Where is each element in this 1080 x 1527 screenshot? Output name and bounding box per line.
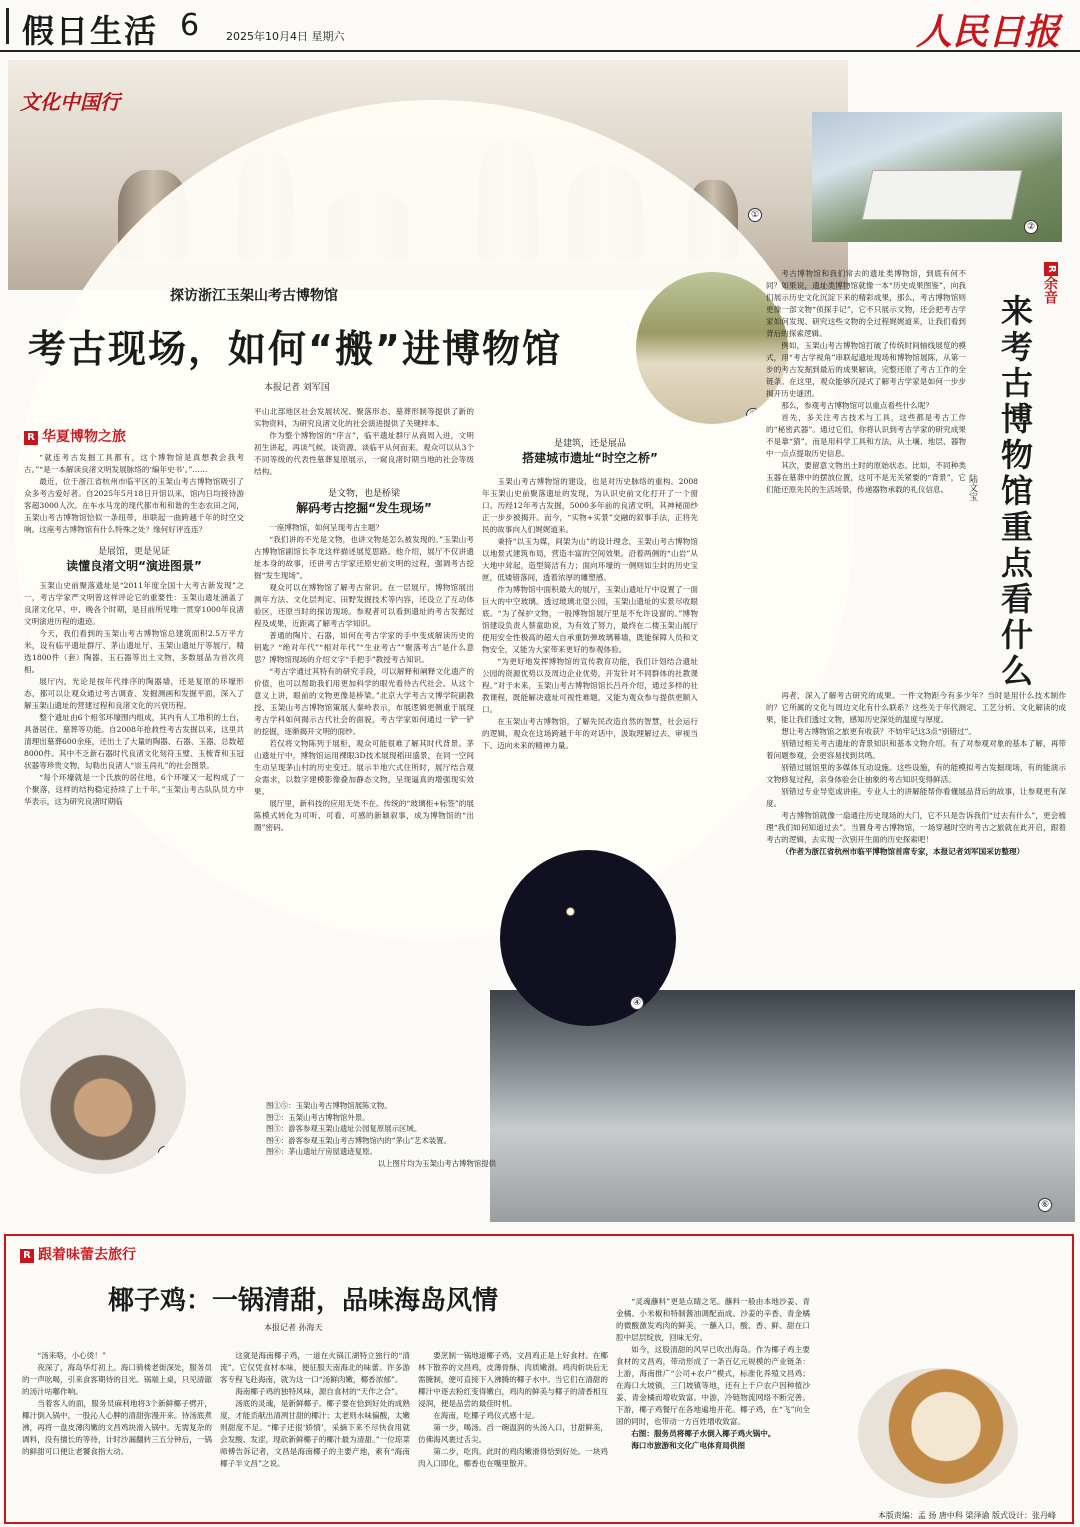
essay-title: 来考古博物馆重点看什么	[996, 294, 1034, 690]
page-footer-credits: 本版责编：孟 扬 唐中科 梁泽谕 版式设计：张丹峰	[877, 1511, 1056, 1520]
paragraph: 若仅将文物陈列于展柜，观众可能很难了解其时代背景。茅山遗址厅中，博物馆运用裸眼3D技术展现稻田盛景，在同一空间生动呈现茅山村的历史变迁。展示半地穴式住所时，展厅结合观众需求，以数字建模影像叠加静态文物，呈现逼真的增强现实效果。	[254, 739, 474, 796]
essay-author: 陆文宝	[967, 474, 977, 501]
coconut-chicken-photo	[858, 1368, 1018, 1498]
paragraph: 在玉架山考古博物馆，了解先民改造自然的智慧，社会运行的逻辑，观众在这场跨越千年的对话中，汲取理解过去、审视当下、迈向未来的精神力量。	[482, 717, 698, 750]
paragraph: 平山北部地区社会发展状况、聚落形态、墓葬形制等提供了新的实物资料，为研究良渚文化的社会演进提供了关键样本。	[254, 407, 474, 428]
paragraph: 最近，位于浙江省杭州市临平区的玉架山考古博物馆吸引了众多考古爱好者。自2025年5月18日开馆以来，馆内日均接待游客超3000人次。在车水马龙的现代都市和和谐的生态农田之间，玉架山考古博物馆恰似一条纽带，串联起一曲跨越千年的时空交响。这座考古博物馆有什么特殊之处？缘何好评连连？	[24, 477, 244, 534]
photo-credit: 海口市旅游和文化广电体育局供图	[631, 1441, 746, 1450]
paragraph: “我们讲的不光是文物，也讲文物是怎么被发现的。”玉架山考古博物馆副馆长李龙这样描述展览思路。他介绍，展厅不仅讲遗址本身的故事，还讲考古学家还原史前文明的过程，强调考古挖掘“发生现场”。	[254, 535, 474, 580]
subhead: 解码考古挖掘“发生现场”	[296, 501, 432, 515]
section-name: 假日生活	[22, 12, 159, 50]
essay-body-bottom	[766, 690, 1066, 858]
paragraph: 在海南，吃椰子鸡仪式感十足。	[433, 1411, 540, 1420]
header-bar-icon	[6, 8, 9, 44]
paragraph: 例如，玉架山考古博物馆打破了传统时间轴线展览的模式，用“考古学视角”串联起遗址现场和博物馆展陈，从第一步的考古发掘到最后的成果解读，完整还原了考古工作的全链条。在这里，观众能够沉浸式了解考古学家是如何一步步揭开历史谜团。	[766, 341, 966, 398]
paragraph: 普通的陶片、石器，如何在考古学家的手中变成解读历史的钥匙？“绝对年代”“相对年代”“生业考古”“聚落考古”是什么意思？博物馆现场的介绍文字“手把手”教授考古知识。	[254, 631, 474, 664]
paragraph: 第一步，喝汤。舀一碗温润的头汤入口，甘甜鲜美，仿佛海风裹过舌尖。	[418, 1423, 608, 1444]
paragraph: 要烹制一锅地道椰子鸡，文昌鸡正是上好食材。在椰林下散养的文昌鸡，皮薄骨酥、肉质嫩滑。鸡肉斩块后无需腌制，便可直接下入沸腾的椰子水中。当它们在清甜的椰汁中逐去粉红变得嫩白，鸡肉的鲜美与椰子的清香相互浸润，便是品尝的最佳时机。	[418, 1351, 608, 1408]
pottery-exhibit-photo: ⑤	[20, 1008, 186, 1174]
article-kicker: 探访浙江玉架山考古博物馆	[170, 288, 338, 304]
caption: 图①⑤：玉架山考古博物馆展陈文物。	[266, 1101, 392, 1110]
paragraph: 第二步，吃肉。此时的鸡肉嫩滑得恰到好处。一块鸡肉入口即化，椰香也在嘴里散开。	[418, 1447, 608, 1468]
paragraph: 汤底的灵魂，是新鲜椰子。椰子要在恰到好处的成熟度，才能贡献出清冽甘甜的椰汁；太老则水味偏酸，太嫩则甜度不足。“椰子还很‘娇情’，采摘下来不尽快食用就会发酸、发涩，现砍新鲜椰子的椰汁最为清甜。”一位琼菜师傅告诉记者，文昌是海南椰子的主要产地，素有“海南椰子半文昌”之说。	[220, 1399, 410, 1468]
paragraph: 别错过相关考古遗址的背景知识和基本文物介绍。有了对参观对象的基本了解，再带着问题参观，会更容易找到共鸣。	[766, 739, 1066, 760]
paragraph: 别错过专业导览或讲座。专业人士的讲解能帮你看懂展品背后的故事，让参观更有深度。	[766, 787, 1066, 808]
subhead-small: 是展馆，更是见证	[97, 547, 170, 557]
paragraph: 展厅内，光论是按年代排序的陶器墙，还是复原的环壕形态，都可以让观众通过考古调查、发掘测画和发掘平面，深入了解玉架山遗址的营建过程和良渚文化的兴衰历程。	[24, 677, 244, 710]
caption: 图②：玉架山考古博物馆外景。	[266, 1112, 370, 1122]
author-note: （作者为浙江省杭州市临平博物馆首席专家，本报记者刘军国采访整理）	[781, 847, 1025, 856]
article-column-2	[254, 406, 474, 834]
paragraph: 再者，深入了解考古研究的成果。一件文物距今有多少年？当时是用什么技术制作的？它所属的文化与周边文化有什么联系？这些关于年代测定、工艺分析、文化解读的成果，能让我们透过文物，感知历史深处的温度与厚度。	[766, 691, 1066, 724]
paragraph: 玉架山考古博物馆的建设，也是对历史脉络的重构。2008年玉架山史前聚落遗址的发现，为认识史前文化打开了一个窗口。历经12年考古发掘，5000多年前的良渚文明，其神秘面纱正一步步被揭开。而今，“实物+实景”交融的叙事手法，正将先民的故事向人们娓娓道来。	[482, 477, 698, 534]
paragraph: 考古博物馆就像一扇通往历史现场的大门，它不只是告诉我们“过去有什么”，更会梳理“我们如何知道过去”。当置身考古博物馆，一场穿越时空的考古之旅就在此开启，跟着考古的逻辑，去实现一次别开生面的历史探索吧！	[766, 811, 1066, 844]
article-column-3	[482, 436, 698, 752]
paragraph: 作为整个博物馆的“序言”，临平遗址群厅从商周入进，文明初生讲起，再谈气候、谈资源、谈临平从何而来。观众可以从3个不同等级的代表性墓葬复原展示，一窥良渚时期当地的社会等级结构。	[254, 431, 474, 476]
paragraph: “为更好地发挥博物馆的宣传教育功能，我们计划结合遗址公园的资源优势以及周边企业优势，开发针对不同群体的社教课程。”对于未来，玉架山考古博物馆馆长吕丹介绍，通过多样的社教课程，既能解决遗址可视性难题，又能为观众参与提供更顺入口。	[482, 657, 698, 714]
paragraph: 秉持“以玉为媒，间架为山”的设计理念，玉架山考古博物馆以地景式建筑布局，营造丰富的空间效果。沿着两侧的“山岩”从大地中耸起，造型简洁有力；面向环壕的一侧则如尘封的历史宝匣，低矮错落间，透着浓厚的雕塑感。	[482, 537, 698, 582]
museum-exterior-photo: ②	[812, 112, 1062, 242]
subhead-small: 是建筑，还是展品	[553, 439, 626, 449]
exhibition-hall-photo: ⑥	[490, 990, 1075, 1222]
paragraph: 那么，参观考古博物馆可以重点看些什么呢？	[781, 401, 934, 410]
paragraph: 首先，多关注考古技术与工具，这些都是考古工作的“秘密武器”。通过它们，你将认识到考古学家的研究成果不是靠“猜”，而是用科学工具和方法，从土壤、地层、器物中一点点提取历史信息。	[766, 413, 966, 458]
caption: 图③：游客参观玉架山遗址公园复原展示区域。	[266, 1124, 422, 1133]
paragraph: “考古学通过其特有的研究手段，可以解释和阐释文化遗产的价值，也可以帮助我们用更加科学的眼光看待古代社会。从这个意义上讲，眼前的文物更像是桥梁。”北京大学考古文博学院副教授、玉架山考古博物馆策展人秦岭表示，布展逻辑更侧重于展现考古学科如何揭示古代社会的面貌，考古学家如何通过一铲一铲的挖掘，逐渐揭开文明的面纱。	[254, 667, 474, 736]
paragraph: “汤来咯，小心烫！”	[37, 1351, 106, 1360]
paragraph: 其次，要留意文物出土时的原始状态。比如，不同种类玉器在墓葬中的摆放位置，这可不是无关紧要的“背景”，它们能还原先民的生活场景，传递器物承载的礼仪信息。	[766, 461, 966, 494]
column-stamp: 文化中国行	[20, 90, 120, 114]
food-column-1	[22, 1350, 212, 1458]
page-header	[0, 0, 1080, 52]
paragraph: 作为博物馆中面积最大的展厅，玉架山遗址厅中设置了一面巨大的中空玻璃。透过玻璃北望公园，玉架山遗址的实景尽收眼底。“为了保护文物，一般博物馆展厅里是不允许设窗的。”博物馆建设负责人蔡童助说，为有效了努力，最终在二楼玉架山展厅使用安全性极高的超大自承重防弹玻璃幕墙，既能保障人员和文物安全，又能为大家带来更好的参观体验。	[482, 585, 698, 654]
paragraph: 这就是海南椰子鸡，一道在火锅江湖特立独行的“清流”。它仅凭食材本味，便征服天南海北的味蕾。许多游客专程飞赴海南，就为这一口“汤鲜肉嫩，椰香浓郁”。	[220, 1351, 410, 1384]
food-byline: 本报记者 孙海天	[264, 1323, 323, 1332]
subhead: 搭建城市遗址“时空之桥”	[522, 451, 658, 465]
food-column-4	[616, 1296, 810, 1452]
paragraph: 整个遗址由6个相邻环壕围内组成，其内有人工堆积的土台，具备居住、墓葬等功能。自2008年抢救性考古发掘以来，这里共清理出墓葬600余座，还出土了大量的陶器、石器、玉器，总数超8000件。其中不乏新石器时代良渚文化刻符玉璧、玉梳背和玉冠状器等珍贵文物，勾勒出良渚人“崇玉尚礼”的社会图景。	[24, 713, 244, 770]
page-number: 6	[180, 8, 200, 43]
essay-column-label: R 余音	[1040, 262, 1062, 304]
paragraph: 别错过展馆里的多媒体互动设施。这些设施，有的能模拟考古发掘现场，有的能演示文物修复过程，亲身体验会让抽象的考古知识变得鲜活。	[766, 763, 1066, 784]
paragraph: “就连考古发掘工具都有，这个博物馆是真想教会我考古。”“是一本解读良渚文明发展脉络的‘编年史书’。”……	[24, 453, 244, 474]
paragraph: 夜深了，海岛华灯初上。海口骑楼老街深处，服务员的一声吆喝，引来食客期待的目光。锅端上桌，只见清澈的汤汁咕嘟作响。	[22, 1363, 212, 1396]
site-park-photo: ③	[636, 272, 788, 424]
subhead: 读懂良渚文明“演进图景”	[66, 559, 202, 573]
paragraph: 如今，这股清甜的风早已吹出海岛。作为椰子鸡主要食材的文昌鸡，带动形成了一条百亿元规模的产业链条：上游，海南推广“公司+农户”模式，标准化养殖文昌鸡；在海口大坡镇，三门坡镇等地，还有上千户农户因种植沙姜、青金橘而增收致富。中游，冷链物流网络不断完善。下游，椰子鸡餐厅在各地遍地开花。椰子鸡，在“飞”向全国的同时，也带动一方百姓增收致富。	[616, 1345, 810, 1426]
food-column-2	[220, 1350, 410, 1470]
paragraph: 观众可以在博物馆了解考古常识。在一层展厅，博物馆展出测年方法、文化层判定、田野发掘技术等内容，还设立了互动体验区，还原当时的探访现场。参观者可以看到遗址的考古发掘过程及成果，近距离了解考古学知识。	[254, 583, 474, 628]
food-headline: 椰子鸡：一锅清甜，品味海岛风情	[108, 1286, 499, 1316]
caption: 图⑥：茅山遗址厅房屋遗迹复原。	[266, 1147, 377, 1156]
paragraph: 玉架山史前聚落遗址是“2011年度全国十大考古新发现”之一，考古学家严文明曾这样评论它的重要性：玉架山遗址涵盖了良渚文化早、中、晚各个时期，是目前所见唯一贯穿1000年良渚文明演进历程的遗迹。	[24, 581, 244, 626]
masthead-logo: 人民日报	[915, 11, 1060, 53]
column-label: R 华夏博物之旅	[24, 426, 244, 446]
paragraph: 一座博物馆，如何呈现考古主题？	[269, 523, 384, 532]
art-installation-photo: ④	[500, 850, 676, 1026]
caption: 图④：游客参观玉架山考古博物馆内的“茅山”艺术装置。	[266, 1135, 451, 1145]
subhead-small: 是文物，也是桥梁	[327, 489, 400, 499]
paragraph: 海南椰子鸡的独特风味，源自食材的“天作之合”。	[235, 1387, 403, 1396]
article-headline: 考古现场，如何“搬”进博物馆	[28, 327, 562, 371]
article-byline: 本报记者 刘军国	[264, 383, 330, 393]
issue-date: 2025年10月4日 星期六	[226, 30, 345, 43]
paragraph: 当着客人的面，服务员麻利地将3个新鲜椰子劈开，椰汁倒入锅中，一股沁人心脾的清甜弥漫开来。待汤底煮沸，再将一盘皮薄肉嫩的文昌鸡块滑入锅中。无需复杂的调料，没有擅长的等待，计时沙漏翻转三五分钟后，一锅的鲜甜可口便让老饕食指大动。	[22, 1399, 212, 1456]
paragraph: 想让考古博物馆之旅更有收获？不妨牢记这3点“别错过”。	[781, 727, 977, 736]
paragraph: 今天，我们看到的玉架山考古博物馆总建筑面积2.5万平方米，设有临平遗址群厅、茅山遗址厅、玉架山遗址厅等展厅，精选1800件（套）陶器、玉石器等出土文物，多数展品为首次亮相。	[24, 629, 244, 674]
photo-captions	[266, 1100, 496, 1169]
artifact-display-photo: ①	[8, 60, 848, 290]
paragraph: “灵魂蘸料”更是点睛之笔。蘸料一般由本地沙姜、青金橘、小米椒和特制酱油调配而成。沙姜的辛香、青金橘的微酸激发鸡肉的鲜美，一蘸入口，酸、香、鲜、甜在口腔中层层绽放，回味无穷。	[616, 1297, 810, 1342]
paragraph: 考古博物馆和我们常去的遗址类博物馆，到底有何不同？如果说，遗址类博物馆就像一本“历史成果图鉴”，向我们展示历史文化沉淀下来的精彩成果，那么，考古博物馆则更像一部文物“侦探手记”，它不只展示文物，还会把考古学家如何发现、研究这些文物的全过程娓娓道来，让我们看到背后的探索逻辑。	[766, 269, 966, 338]
essay-body-top	[766, 268, 966, 496]
paragraph: “每个环壕就是一个氏族的居住地，6个环壕又一起构成了一个聚落，这样的结构稳定持续了上千年。”玉架山考古队队员方中华表示，这为研究良渚时期临	[24, 773, 244, 806]
food-column-label: R 跟着味蕾去旅行	[20, 1244, 136, 1264]
article-column-1	[24, 426, 244, 808]
caption: 右图：服务员将椰子水倒入椰子鸡火锅中。	[631, 1429, 776, 1438]
paragraph: 展厅里，新科技的应用无处不在。传统的“玻璃柜+标签”的展陈模式转化为可听、可看、可感的新颖叙事，成为博物馆的“出圈”密码。	[254, 799, 474, 832]
photo-credit: 以上图片均为玉架山考古博物馆提供	[377, 1158, 496, 1168]
food-column-3	[418, 1350, 608, 1470]
